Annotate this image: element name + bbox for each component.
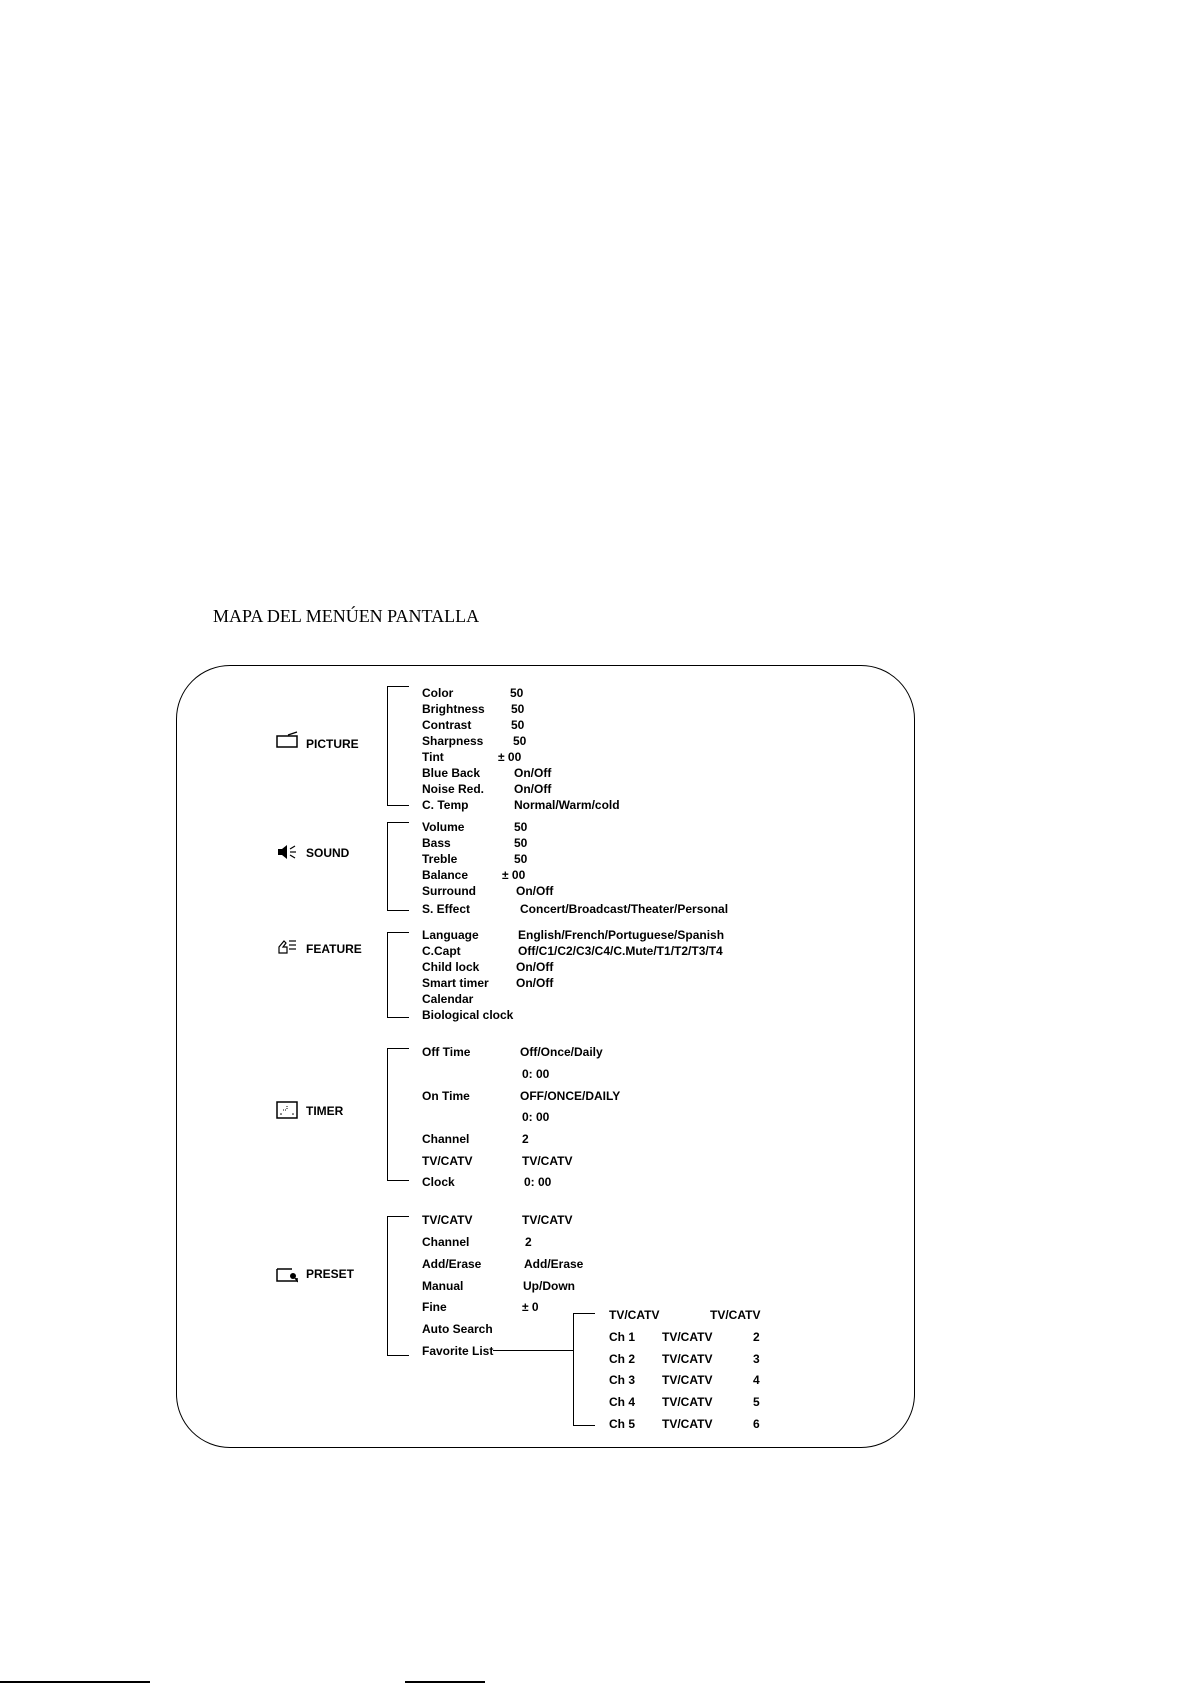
sound-balance-label: Balance <box>422 868 469 882</box>
picture-tint-value: ± 00 <box>498 750 522 764</box>
bottom-edge-rule-left <box>0 1681 150 1683</box>
picture-tint-label: Tint <box>422 750 444 764</box>
preset-add-erase-label: Add/Erase <box>422 1257 482 1271</box>
sound-s-effect-value: Concert/Broadcast/Theater/Personal <box>520 902 729 916</box>
timer-on-time-label: On Time <box>422 1089 470 1103</box>
timer-on-time-clock-value: 0: 00 <box>522 1110 550 1124</box>
favorite-ch3-mode: TV/CATV <box>662 1373 713 1387</box>
feature-bracket <box>387 932 409 1018</box>
picture-label: PICTURE <box>306 737 359 751</box>
clock-icon <box>276 1101 298 1119</box>
picture-contrast-value: 50 <box>511 718 525 732</box>
favorite-ch4-number: 5 <box>753 1395 760 1409</box>
timer-off-time-value: Off/Once/Daily <box>520 1045 603 1059</box>
feature-child-lock-value: On/Off <box>516 960 554 974</box>
preset-auto-search-label: Auto Search <box>422 1322 493 1336</box>
timer-clock-label: Clock <box>422 1175 455 1189</box>
favorite-ch5-number: 6 <box>753 1417 760 1431</box>
picture-color-label: Color <box>422 686 454 700</box>
timer-bracket <box>387 1048 409 1181</box>
preset-fine-label: Fine <box>422 1300 447 1314</box>
tv-screen-icon <box>276 730 298 748</box>
feature-calendar-label: Calendar <box>422 992 474 1006</box>
picture-sharpness-label: Sharpness <box>422 734 484 748</box>
picture-blue-back-value: On/Off <box>514 766 552 780</box>
favorite-list-header-col2: TV/CATV <box>710 1308 761 1322</box>
favorite-ch2-label: Ch 2 <box>609 1352 636 1366</box>
sound-label: SOUND <box>306 846 350 860</box>
picture-brightness-label: Brightness <box>422 702 485 716</box>
preset-channel-icon <box>276 1265 298 1283</box>
preset-favorite-list-label: Favorite List <box>422 1344 494 1358</box>
timer-clock-value: 0: 00 <box>524 1175 552 1189</box>
picture-color-value: 50 <box>510 686 524 700</box>
picture-blue-back-label: Blue Back <box>422 766 481 780</box>
favorite-list-connector <box>493 1350 573 1351</box>
favorite-ch1-label: Ch 1 <box>609 1330 636 1344</box>
sound-bass-value: 50 <box>514 836 528 850</box>
preset-bracket <box>387 1216 409 1356</box>
sound-balance-value: ± 00 <box>502 868 526 882</box>
preset-tv-catv-label: TV/CATV <box>422 1213 473 1227</box>
preset-fine-value: ± 0 <box>522 1300 539 1314</box>
timer-off-time-clock-value: 0: 00 <box>522 1067 550 1081</box>
sound-surround-value: On/Off <box>516 884 554 898</box>
picture-noise-red-value: On/Off <box>514 782 552 796</box>
picture-c-temp-value: Normal/Warm/cold <box>514 798 620 812</box>
feature-language-value: English/French/Portuguese/Spanish <box>518 928 725 942</box>
timer-channel-value: 2 <box>522 1132 529 1146</box>
picture-bracket <box>387 686 409 806</box>
sound-volume-label: Volume <box>422 820 465 834</box>
timer-tv-catv-label: TV/CATV <box>422 1154 473 1168</box>
favorite-ch5-label: Ch 5 <box>609 1417 636 1431</box>
preset-label: PRESET <box>306 1267 355 1281</box>
preset-tv-catv-value: TV/CATV <box>522 1213 573 1227</box>
sound-surround-label: Surround <box>422 884 476 898</box>
sound-s-effect-label: S. Effect <box>422 902 471 916</box>
speaker-icon <box>276 843 298 861</box>
favorite-ch4-label: Ch 4 <box>609 1395 636 1409</box>
preset-manual-label: Manual <box>422 1279 464 1293</box>
timer-label: TIMER <box>306 1104 344 1118</box>
feature-c-capt-value: Off/C1/C2/C3/C4/C.Mute/T1/T2/T3/T4 <box>518 944 723 958</box>
sound-volume-value: 50 <box>514 820 528 834</box>
feature-label: FEATURE <box>306 942 362 956</box>
picture-contrast-label: Contrast <box>422 718 472 732</box>
favorite-ch3-label: Ch 3 <box>609 1373 636 1387</box>
feature-c-capt-label: C.Capt <box>422 944 461 958</box>
favorite-ch5-mode: TV/CATV <box>662 1417 713 1431</box>
favorite-list-header-col1: TV/CATV <box>609 1308 660 1322</box>
favorite-ch3-number: 4 <box>753 1373 760 1387</box>
favorite-list-bracket <box>573 1313 595 1426</box>
bottom-edge-rule-right <box>405 1681 485 1683</box>
sound-bracket <box>387 822 409 911</box>
feature-smart-timer-value: On/Off <box>516 976 554 990</box>
picture-c-temp-label: C. Temp <box>422 798 469 812</box>
favorite-ch1-number: 2 <box>753 1330 760 1344</box>
page-title: MAPA DEL MENÚEN PANTALLA <box>213 606 480 626</box>
sound-treble-value: 50 <box>514 852 528 866</box>
favorite-ch1-mode: TV/CATV <box>662 1330 713 1344</box>
favorite-ch2-number: 3 <box>753 1352 760 1366</box>
favorite-ch4-mode: TV/CATV <box>662 1395 713 1409</box>
preset-channel-label: Channel <box>422 1235 470 1249</box>
picture-noise-red-label: Noise Red. <box>422 782 485 796</box>
preset-add-erase-value: Add/Erase <box>524 1257 584 1271</box>
feature-smart-timer-label: Smart timer <box>422 976 489 990</box>
sound-bass-label: Bass <box>422 836 451 850</box>
favorite-ch2-mode: TV/CATV <box>662 1352 713 1366</box>
sound-treble-label: Treble <box>422 852 458 866</box>
timer-on-time-value: OFF/ONCE/DAILY <box>520 1089 621 1103</box>
timer-channel-label: Channel <box>422 1132 470 1146</box>
timer-off-time-label: Off Time <box>422 1045 471 1059</box>
preset-manual-value: Up/Down <box>523 1279 575 1293</box>
feature-biological-clock-label: Biological clock <box>422 1008 514 1022</box>
timer-tv-catv-value: TV/CATV <box>522 1154 573 1168</box>
feature-language-label: Language <box>422 928 479 942</box>
hand-pointer-icon <box>276 937 298 955</box>
preset-channel-value: 2 <box>525 1235 532 1249</box>
picture-brightness-value: 50 <box>511 702 525 716</box>
picture-sharpness-value: 50 <box>513 734 527 748</box>
feature-child-lock-label: Child lock <box>422 960 480 974</box>
